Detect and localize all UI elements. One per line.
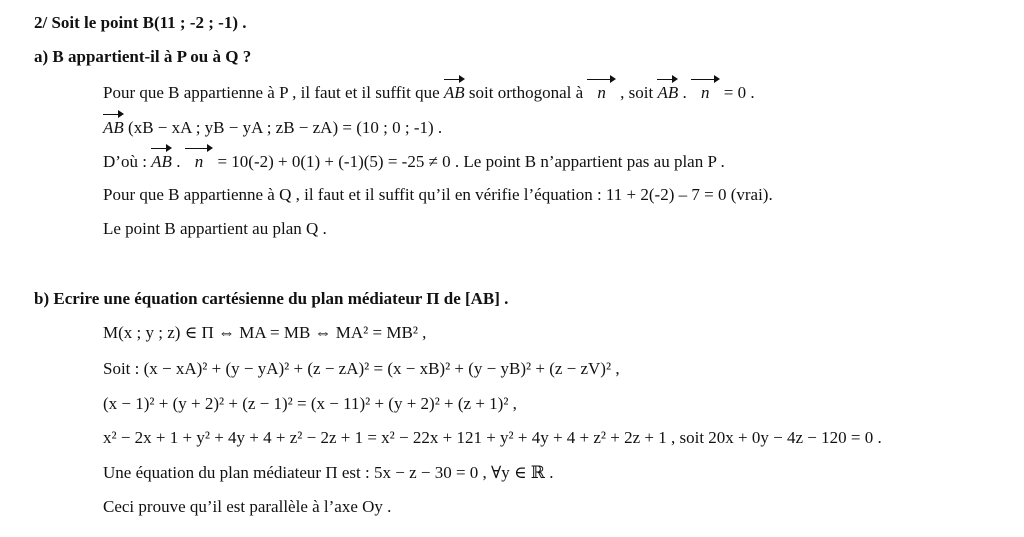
part-b-line-2: Soit : (x − xA)² + (y − yA)² + (z − zA)² = (x − xB)² + (y − yB)² + (z − zV)² , [103,359,620,378]
text: , soit [620,83,658,102]
part-b-line-4: x² − 2x + 1 + y² + 4y + 4 + z² − 2z + 1 = x² − 22x + 121 + y² + 4y + 4 + z² + 2z + 1 , soit 20x + 0y − 4z − 120 = 0 . [103,428,882,447]
part-b-line-3: (x − 1)² + (y + 2)² + (z − 1)² = (x − 11)² + (y + 2)² + (z + 1)² , [103,394,517,413]
part-a-line-1 [103,81,755,104]
vector-n: n [587,81,616,104]
vector-ab: AB [103,118,124,137]
part-b-line-1: M(x ; y ; z) ∈ Π ⇔ MA = MB ⇔ MA² = MB² , [103,323,427,342]
vector-ab: AB [657,83,679,102]
text: Pour que B appartienne à P , il faut et il suffit que [103,83,444,102]
text: . [682,83,692,102]
text: = 10(-2) + 0(1) + (-1)(5) = -25 ≠ 0 . Le point B n’appartient pas au plan P . [217,152,725,171]
question-2-title: 2/ Soit le point B(11 ; -2 ; -1) . [34,13,247,32]
part-a-heading: a) B appartient-il à P ou à Q ? [34,47,252,66]
part-b-line-6: Ceci prouve qu’il est parallèle à l’axe Oy . [103,497,392,516]
text: soit orthogonal à [468,83,588,102]
part-b-heading: b) Ecrire une équation cartésienne du plan médiateur Π de [AB] . [34,289,509,308]
part-a-line-5: Le point B appartient au plan Q . [103,219,327,238]
text: = 0 . [723,83,755,102]
vector-n: n [691,81,720,104]
part-a-line-3 [103,150,725,173]
text: (xB − xA ; yB − yA ; zB − zA) = (10 ; 0 ; -1) . [128,118,443,137]
text: D’où : [103,152,152,171]
part-b-line-5: Une équation du plan médiateur Π est : 5x − z − 30 = 0 , ∀y ∈ ℝ . [103,463,554,482]
part-a-line-4: Pour que B appartienne à Q , il faut et il suffit qu’il en vérifie l’équation : 11 + 2(-2) – 7 = 0 (vrai). [103,185,773,204]
vector-n: n [185,150,214,173]
text: . [176,152,185,171]
vector-ab: AB [151,152,172,171]
vector-ab: AB [443,83,465,102]
part-a-line-2 [103,116,442,139]
